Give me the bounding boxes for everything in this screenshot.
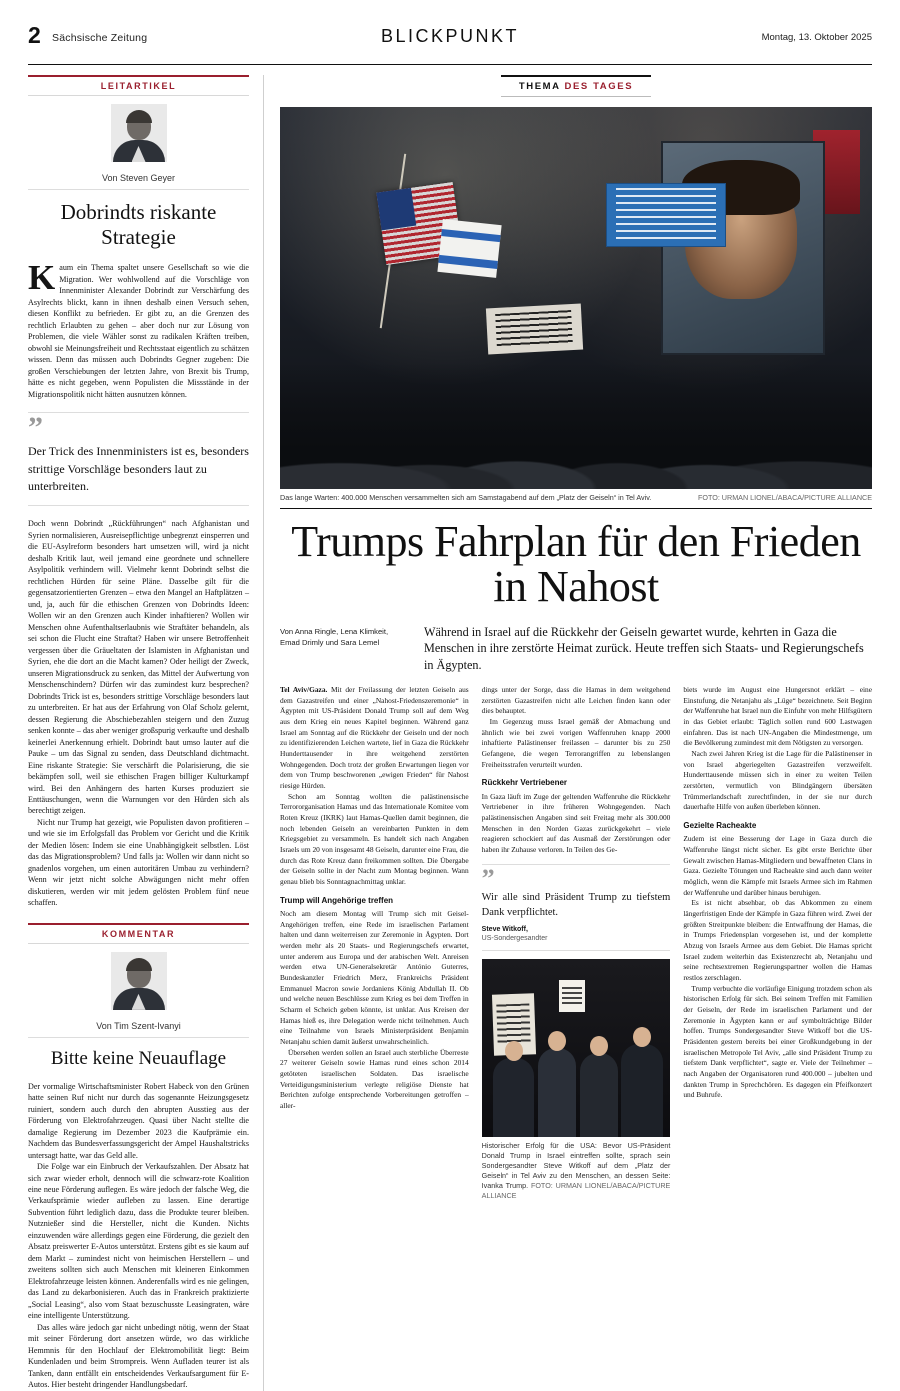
- masthead: [28, 18, 872, 65]
- lead-photo: [280, 107, 872, 489]
- newspaper-page: [0, 18, 900, 1390]
- quote-mark-icon: ”: [28, 411, 43, 445]
- kicker-thema-light: DES TAGES: [564, 81, 634, 92]
- article-column-2: [482, 685, 671, 1201]
- pullquote-text: Der Trick des Innenministers ist es, besonders strittige Vorschläge besonders laut zu unterbreiten.: [28, 444, 249, 493]
- paragraph: Doch wenn Dobrindt „Rückführungen“ nach Afghanistan und Syrien normalisieren, Ausreisepflichtige unbegrenzt einsperren und die EU-Asylreform besonders hart umsetzen will, wird ja nicht deshalb Kritik laut, weil jemand eine geordnete und schnellere Asylpolitik verhindern will. Vielmehr kennt Dobrindt selbst die rechtlichen Hürden für seine Pläne. Dasselbe gilt für die gegensatzorientierten Grenzen – etwa den Mangel an Haftplätzen – und, ja, auch für die ethischen Grenzen von Dobrindts Ideen: Wollen wir an den Grenzen auch Kinder inhaftieren? Wollen wir Menschen ohne Aufenthaltserlaubnis wie Straftäter behandeln, als sei schon die Flucht eine Straftat? Haben wir unsere Betroffenheit vergessen über die Gräueltaten der Islamisten in Afghanistan und Syrien, ehe die dort an die Macht kamen? Oder heiligt der Zweck, unseren Migrationsdruck zu senken, das Mittel der Aufwertung von Menschenschindern? Dürfen wir das zumindest kurz besprechen? Dobrindts Trick ist es, besonders strittige Vorschläge besonders laut zu unterbreiten. Er hat aus der Erfahrung von Olaf Scholz gelernt, dessen Regierung die Abschiebezahlen steigern und den Zuzug senken konnte – das aber weniger großspurig verkaufte und deshalb keinerlei Anerkennung erhielt. Dobrindt baut umso lauter auf die Pauke – um das Signal zu senden, dass Deutschland dichtmacht. Eine riskante Strategie: Sie verschärft die Polarisierung, die sie bekämpfen soll, weil sie ethischen Fragen billiger Kulturkampf wird. Bei den Anhängern des harten Kurses produziert sie Enttäuschungen, wenn die Warnungen vor den Hürden sich als berechtigt zeigen.: [28, 519, 249, 816]
- kicker-leitartikel: LEITARTIKEL: [28, 75, 249, 96]
- paragraph: Das alles wäre jedoch gar nicht unbedingt nötig, wenn der Staat mit seiner Förderung dort ansetzen würde, wo das wirkliche Hemmnis für den Hochlauf der Elektromobilität liegt: Beim Kundenladen und beim Strompreis. Wenn Aufladen teurer ist als Tanken, dann entfällt ein entscheidendes Verkaufsargument für E-Autos. Hier besteht dringender Handlungsbedarf.: [28, 1322, 249, 1390]
- paragraph: Nicht nur Trump hat gezeigt, wie Populisten davon profitieren – und wie sie im Erfolgsfall das Problem vor Gericht und die Kritik der Medien lösen: Indem sie eine Unabhängigkeit selbstlen. Löst das das Migrationsproblem? Und falls ja: Wollen wir dann nicht so gnadenlos vorgehen, um einen autoritären Umbau zu verhindern? Wenn wir jetzt nicht solche Abwägungen nicht mehr offen diskutieren, werden wir mit jedem gelösten Problem fünf neue schaffen.: [28, 817, 249, 908]
- secondary-photo-caption: [482, 1137, 671, 1201]
- paragraph: dings unter der Sorge, dass die Hamas in dem weitgehend zerstörten Gazastreifen nicht alle Leichen finden kann oder dies behauptet.: [481, 685, 671, 716]
- protest-banner: [606, 183, 726, 246]
- paragraph: Nach zwei Jahren Krieg ist die Lage für die Palästinenser in von Israel abgeriegelten Gazastreifen verzweifelt. Hunderttausende müssen sich in einer zu weiten Teilen zerstörten, vermutlich von Blindgängern übersäten Trümmerlandschaft zurechtfinden, in der sie nur durch dauerhafte Hilfe von außen überleben können.: [683, 748, 873, 812]
- pullquote: [28, 412, 249, 506]
- kicker-thema-strong: THEMA: [518, 81, 561, 92]
- inline-pullquote: [482, 864, 671, 951]
- subheading: Gezielte Racheakte: [683, 820, 757, 830]
- author-photo-block-2: [28, 952, 249, 1010]
- paragraph: Noch am diesem Montag will Trump sich mit Geisel-Angehörigen treffen, eine Rede im israelischen Parlament halten und dann weiterreisen zur Zeremonie in Ägypten. Dort werden mehr als 20 Staats- und Regierungschefs erwartet, unter anderem aus Europa und der arabischen Welt. Anreisen werden etwa UN-Generalsekretär António Guterres, Bundeskanzler Friedrich Merz, Frankreichs Präsident Emmanuel Macron sowie Jordaniens König Abdullah II. Ob und welche neuen Beschlüsse zum Krieg es bei dem Treffen in Scharm el Scheich geben könnte, ist unklar. Aus Kreisen der Hamas hieß es, ihre Delegation werde nicht teilnehmen. Auch eine Teilnahme von Israels Ministerpräsident Benjamin Netanjahu schien damit äußerst unwahrscheinlich.: [280, 909, 469, 1046]
- crowd-silhouette: [280, 363, 872, 489]
- article-columns: [280, 685, 872, 1201]
- page-number: 2: [28, 22, 41, 48]
- article-column-1: [280, 685, 469, 1201]
- pullquote-author: Steve Witkoff,: [481, 925, 528, 933]
- caption-text: Historischer Erfolg für die USA: Bevor US-Präsident Donald Trump in Israel eintreffen sollte, sprach sein Sondergesandter Steve Witkoff auf dem „Platz der Geiseln“ in Tel Aviv zu den Menschen, an dessen Seite: Ivanka Trump.: [481, 1140, 671, 1191]
- article-headline: Trumps Fahrplan für den Frieden in Nahost: [291, 517, 861, 612]
- leitartikel-body-cont: [28, 518, 249, 908]
- paragraph: Zudem ist eine Besserung der Lage in Gaza durch die Waffenruhe längst nicht sicher. Es gibt erste Berichte über Gewalt zwischen Hamas-Mitgliedern und bewaffneten Clans in Gaza. Gezielte Tötungen und Racheakte sind auch dann weiter möglich, wenn die Kämpfe mit Israels Armee sich im Rahmen der Waffenruhe und darüber hinaus beruhigen.: [683, 834, 873, 897]
- article-intro: [280, 624, 872, 673]
- pullquote-text: Wir alle sind Präsident Trump zu tiefstem Dank verpflichtet.: [481, 892, 671, 918]
- paper-name: Sächsische Zeitung: [52, 32, 148, 44]
- leitartikel-title: Dobrindts riskante Strategie: [60, 200, 217, 250]
- paragraph: Der vormalige Wirtschaftsminister Robert Habeck von den Grünen hatte seinen Ruf nicht nur durch das sogenannte Heizungsgesetz ruiniert, sondern auch durch den abrupten Ausstieg aus der Förderung von Elektrofahrzeugen. Quasi über Nacht stellte die damalige Regierung im Dezember 2023 die Kaufprämie ein. Nachdem das Bundesverfassungsgericht der Ampel Haushaltstricks untersagt hatte, war das Geld alle.: [28, 1081, 249, 1160]
- paragraph-text: Mit der Freilassung der letzten Geiseln aus dem Gazastreifen und einer „Nahost-Friedenszeremonie“ in Ägypten mit US-Präsident Donald Trump soll auf dem Weg aus dem Krieg ein neues Kapitel beginnen. Während ganz Israel am Sonntag auf die Rückkehr der Geiseln und der noch zu identifizierenden Leichen wartete, lief in Gaza die Rückkehr Hunderttausender in ihre weitgehend zerstörten Wohngegenden. Doch trotz der großen Erwartungen liegen vor dem von Trump beschworenen „ewigen Frieden“ für Nahost riesige Hürden.: [280, 685, 469, 790]
- lead-photo-caption: [280, 489, 872, 509]
- subheading: Rückkehr Vertriebener: [481, 778, 568, 788]
- paragraph: biets wurde im August eine Hungersnot erklärt – eine Einstufung, die Netanjahu als „Lüge“ bezeichnete. Seit Beginn der Waffenruhe hat Israel nun die Einfuhr von mehr Hilfsgütern in das Gebiet erlaubt: Täglich sollen rund 600 Lastwagen einfahren. Das ist nach UN-Angaben die Mindestmenge, um die Bevölkerung zumindest mit dem Nötigsten zu versorgen.: [683, 685, 873, 748]
- pullquote-role: US-Sondergesandter: [481, 935, 548, 943]
- kommentar-title: Bitte keine Neuauflage: [50, 1047, 227, 1069]
- secondary-photo: [482, 959, 671, 1137]
- article-column-3: [683, 685, 872, 1201]
- kicker-kommentar: KOMMENTAR: [28, 923, 249, 944]
- subheading: Trump will Angehörige treffen: [280, 895, 394, 905]
- paragraph: Schon am Sonntag wollten die palästinensische Terrororganisation Hamas und das Internationale Komitee vom Roten Kreuz (IKRK) laut Hamas-Quellen damit beginnen, die noch lebenden Geiseln an vereinbarten Punkten in dem Kriegsgebiet zu versammeln. Es handelt sich nach Angaben Israels um 20 von insgesamt 48 Geiseln, darunter eine Frau, die durch das Rote Kreuz dann freikommen sollten. Die Übergabe der Geiseln sollte in der Nacht zum Montag beginnen. Wann genau blieb bis Sonntagnachmittag unklar.: [280, 791, 469, 886]
- person-silhouette: [621, 1044, 663, 1137]
- kicker-thema-des-tages: [501, 75, 651, 97]
- paragraph: Im Gegenzug muss Israel gemäß der Abmachung und ähnlich wie bei zwei vorigen Waffenruhen knapp 2000 inhaftierte Palästinenser freilassen – darunter bis zu 250 Gefangene, die wegen Terrorangriffen zu lebenslangen Freiheitsstrafen verurteilt wurden.: [481, 717, 671, 769]
- article-lead: Während in Israel auf die Rückkehr der Geiseln gewartet wurde, kehrten in Gaza die Menschen in ihre zerstörte Heimat zurück. Heute treffen sich Staats- und Regierungschefs in Ägypten.: [424, 624, 864, 672]
- dateline: Tel Aviv/Gaza.: [280, 685, 328, 695]
- paragraph: In Gaza läuft im Zuge der geltenden Waffenruhe die Rückkehr Vertriebener in ihre früheren Wohngegenden. Nach palästinensischen Angaben sind seit Freitag mehr als 300.000 Menschen in den Norden Gazas zurückgekehrt – viele reagieren schockiert auf das Ausmaß der Zerstörungen oder haben ihr Zuhause verloren. In Teilen des Ge-: [481, 791, 671, 855]
- kommentar-body: [28, 1081, 249, 1391]
- byline-kommentar: Von Tim Szent-Ivanyi: [28, 1016, 249, 1038]
- caption-credit: FOTO: URMAN LIONEL/ABACA/PICTURE ALLIANCE: [481, 1181, 671, 1201]
- paragraph: [280, 685, 469, 792]
- protest-sign-3: [559, 980, 585, 1012]
- caption-text: Das lange Warten: 400.000 Menschen versammelten sich am Samstagabend auf dem „Platz der Geiseln“ in Tel Aviv.: [280, 493, 652, 502]
- author-portrait-2: [111, 952, 167, 1010]
- issue-date: Montag, 13. Oktober 2025: [761, 32, 872, 43]
- author-photo-block: [28, 104, 249, 162]
- protest-sign: [486, 303, 583, 354]
- byline-leitartikel: Von Steven Geyer: [28, 168, 249, 190]
- leitartikel-body: [28, 258, 249, 400]
- israel-flag-icon: [437, 219, 501, 278]
- paragraph: Kaum ein Thema spaltet unsere Gesellschaft so wie die Migration. Wer wohlwollend auf die Vorschläge von Innenminister Alexander Dobrindt zur Verschärfung des Asylrechts blickt, kann in ihnen deshalb einen Versuch sehen, diesen Konflikt zu befrieden. Er gibt zu, an die Grenzen des rechtlich Erlaubten zu gehen – aber doch nur zur Lösung von Problemen, die viele Wähler sonst zu radikalen Kräften treiben, obwohl sie Meinungsfreiheit und Rechtsstaat eigentlich zu schätzen wissen. Denn das müssen auch Dobrindts Gegner zugeben: Die großen Verschiebungen der letzten Jahre, von Brexit bis Trump, hätte es nicht gegeben, wenn Populisten die Missstände in der Migrationspolitik nicht hätten ausnutzen können.: [28, 258, 249, 399]
- person-silhouette: [580, 1053, 618, 1137]
- quote-mark-icon: ”: [481, 863, 495, 893]
- caption-credit: FOTO: URMAN LIONEL/ABACA/PICTURE ALLIANCE: [697, 493, 872, 502]
- paragraph: Übersehen werden sollen an Israel auch sterbliche Überreste 27 weiterer Geiseln sowie Hamas rund eines schon 2014 getöteten israelischen Soldaten. Das israelische Verteidigungsministerium verlegte religiöse Dienste hat Berichten zufolge entsprechende Vorbereitungen getroffen – aller-: [280, 1047, 469, 1110]
- thema-column: [264, 75, 872, 1391]
- paragraph: Die Folge war ein Einbruch der Verkaufszahlen. Der Absatz hat sich zwar wieder erholt, dennoch will die schwarz-rote Koalition eine neue Förderung auflegen. Es wäre jedoch der falsche Weg, die Verkaufsprämie wieder aufleben zu lassen. Eine derartige Subvention führt lediglich dazu, dass die Produkte teurer bleiben. Nutznießer sind die Hersteller, nicht die Kunden. Nichts einzuwenden wäre allerdings gegen eine Förderung, die gezielt den Absatz preiswerter E-Autos unterstützt. Erstens gibt es sie kaum auf dem Markt – zumindest nicht von heimischen Herstellern – und zweitens sollten sich auch Menschen mit kleineren Einkommen Elektrofahrzeuge leisten können. Anderenfalls wird es nie gelingen, das Land zu dekarbonisieren. Auch das in Frankreich praktizierte „Social Leasing“, also vom Staat bezuschusste Leasingraten, wäre eine intelligente Unterstützung.: [28, 1162, 249, 1321]
- paragraph: Es ist nicht absehbar, ob das Abkommen zu einem längerfristigen Ende der Kämpfe in Gaza führen wird. Zwei der größten Streitpunkte bleiben: die Entwaffnung der Hamas, die in Trumps Friedensplan vorgesehen ist, und der komplette Abzug von Israels Armee aus dem Gebiet. Die Hamas spricht Israel zudem weiterhin das Existenzrecht ab, Netanjahu und seine rechtsextremen Regierungspartner wollen die Hamas restlos zerschlagen.: [683, 898, 873, 982]
- article-byline: Von Anna Ringle, Lena Klimkeit, Emad Drimly und Sara Lemel: [280, 626, 389, 647]
- opinion-column: [28, 75, 264, 1391]
- author-portrait: [111, 104, 167, 162]
- section-title: BLICKPUNKT: [380, 26, 520, 46]
- person-silhouette: [493, 1058, 535, 1136]
- hostage-poster: [661, 141, 825, 355]
- person-silhouette: [538, 1048, 576, 1137]
- paragraph: Trump verbuchte die vorläufige Einigung trotzdem schon als historischen Erfolg für sich. Bei seinem Treffen mit Familien der Geiseln, der Rede im israelischen Parlament und der Zeremonie in Ägypten kann er auf symbolträchtige Bilder hoffen. Trumps Sondergesandter Steve Witkoff bot die US-Präsidenten gestern bereits bei einer Großkundgebung in der israelischen Metropole Tel Aviv, „alle sind Präsident Trump zu tiefstem Dank verpflichtet“, sagte er. Viele der Teilnehmer – nach Angaben der Organisatoren rund 400.000 – jubelten und dankten Trump in Sprechchören. Es dagegen ein Pfeifkonzert und Buhrufe.: [683, 983, 873, 1100]
- page-body: [28, 75, 872, 1391]
